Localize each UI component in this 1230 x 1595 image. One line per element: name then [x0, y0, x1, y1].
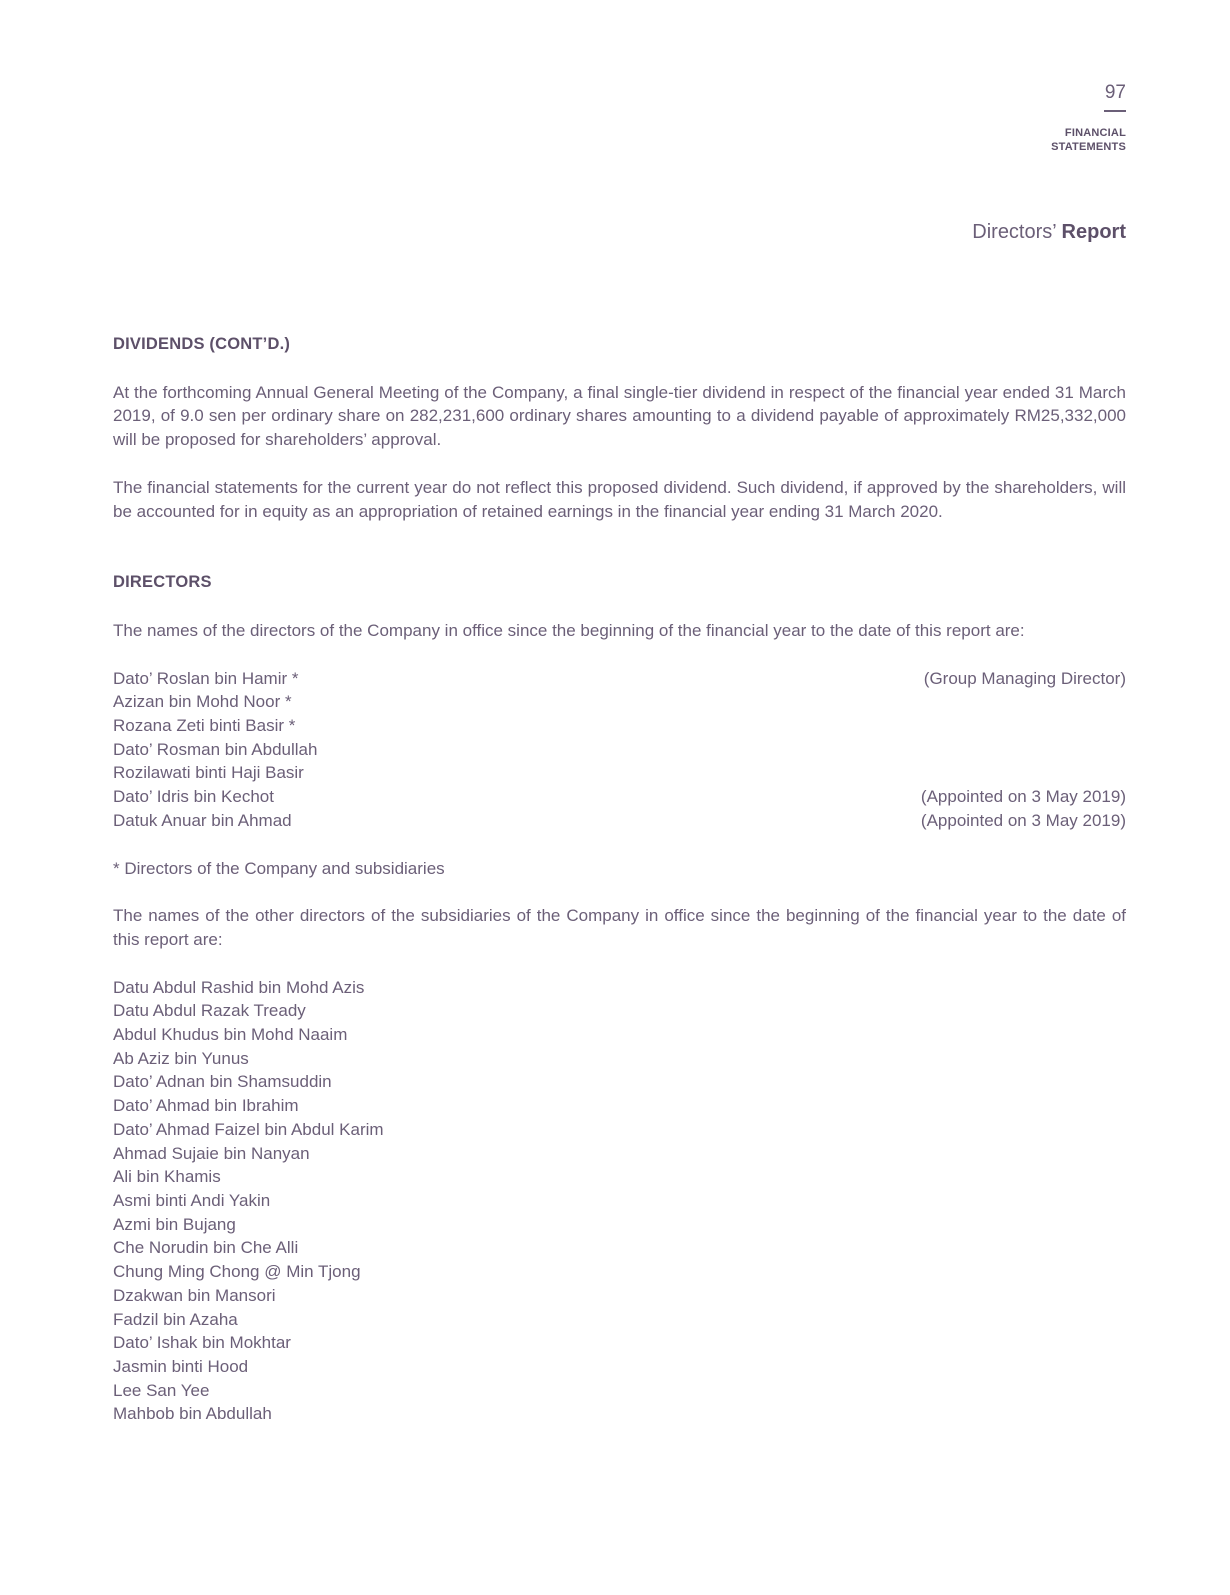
director-name: Dato’ Roslan bin Hamir * — [113, 668, 299, 688]
director-note: (Appointed on 3 May 2019) — [920, 787, 1126, 807]
subsidiary-director: Dzakwan bin Mansori — [113, 1285, 276, 1305]
subsidiary-director: Jasmin binti Hood — [113, 1356, 249, 1376]
subsidiary-director: Dato’ Ahmad bin Ibrahim — [113, 1096, 299, 1116]
dividends-paragraph-2: The financial statements for the current year do not reflect this proposed dividend. Such dividend, if approved by the shareholders, will be accounted for in equity as an appropriation of retained earnings in the financial year ending 31 March 2020. — [113, 477, 1126, 521]
director-note: (Appointed on 3 May 2019) — [920, 810, 1126, 830]
subsidiary-director: Datu Abdul Rashid bin Mohd Azis — [113, 977, 365, 997]
director-name: Datuk Anuar bin Ahmad — [113, 810, 292, 830]
subsidiary-director: Ali bin Khamis — [113, 1167, 221, 1187]
subsidiary-director: Asmi binti Andi Yakin — [113, 1190, 271, 1210]
director-row — [113, 714, 1126, 738]
director-name: Dato’ Rosman bin Abdullah — [113, 739, 318, 759]
subsidiary-director: Ab Aziz bin Yunus — [113, 1048, 249, 1068]
director-row — [113, 738, 1126, 762]
report-title — [972, 221, 1126, 244]
subsidiary-director: Ahmad Sujaie bin Nanyan — [113, 1143, 310, 1163]
subsidiary-director: Azmi bin Bujang — [113, 1214, 236, 1234]
directors-intro: The names of the directors of the Company in office since the beginning of the financial year to the date of this report are: — [113, 620, 1025, 640]
main-content — [113, 333, 1126, 1426]
subsidiary-director: Datu Abdul Razak Tready — [113, 1001, 306, 1021]
subsidiary-director: Lee San Yee — [113, 1380, 210, 1400]
section-tag — [1051, 126, 1126, 154]
director-row — [113, 809, 1126, 833]
page-number: 97 — [1104, 82, 1126, 103]
directors-footnote: * Directors of the Company and subsidiaries — [113, 858, 445, 878]
subsidiary-director: Dato’ Ahmad Faizel bin Abdul Karim — [113, 1119, 384, 1139]
subsidiary-director: Mahbob bin Abdullah — [113, 1404, 272, 1424]
directors-list — [113, 667, 1126, 833]
subsidiary-director: Abdul Khudus bin Mohd Naaim — [113, 1025, 348, 1045]
directors-heading: DIRECTORS — [113, 573, 212, 592]
subsidiary-director: Che Norudin bin Che Alli — [113, 1238, 299, 1258]
director-name: Dato’ Idris bin Kechot — [113, 787, 274, 807]
dividends-paragraph-1: At the forthcoming Annual General Meeting of the Company, a final single-tier dividend in respect of the financial year ended 31 March 2019, of 9.0 sen per ordinary share on 282,231,600 ordinary shares amounting to a dividend payable of approximately RM25,332,000 will be proposed for shareholders’ approval. — [113, 382, 1126, 450]
report-title-bold: Report — [1061, 221, 1126, 243]
report-title-light: Directors’ — [972, 221, 1056, 243]
subsidiary-director: Chung Ming Chong @ Min Tjong — [113, 1262, 361, 1282]
director-name: Rozana Zeti binti Basir * — [113, 716, 296, 736]
director-name: Azizan bin Mohd Noor * — [113, 692, 292, 712]
subsidiary-director: Fadzil bin Azaha — [113, 1309, 238, 1329]
director-row — [113, 690, 1126, 714]
section-tag-line2: STATEMENTS — [1051, 141, 1126, 153]
director-row — [113, 785, 1126, 809]
dividends-heading: DIVIDENDS (CONT’D.) — [113, 335, 291, 353]
page-number-rule — [1104, 110, 1126, 112]
subsidiary-director: Dato’ Adnan bin Shamsuddin — [113, 1072, 332, 1092]
subsidiaries-intro: The names of the other directors of the subsidiaries of the Company in office since the beginning of the financial year to the date of this report are: — [113, 906, 1126, 949]
subsidiary-directors-list — [113, 976, 1126, 1426]
subsidiary-director: Dato’ Ishak bin Mokhtar — [113, 1333, 291, 1353]
section-tag-line1: FINANCIAL — [1064, 127, 1126, 139]
director-row — [113, 667, 1126, 691]
director-note: (Group Managing Director) — [923, 668, 1126, 688]
director-row — [113, 761, 1126, 785]
director-name: Rozilawati binti Haji Basir — [113, 763, 304, 783]
